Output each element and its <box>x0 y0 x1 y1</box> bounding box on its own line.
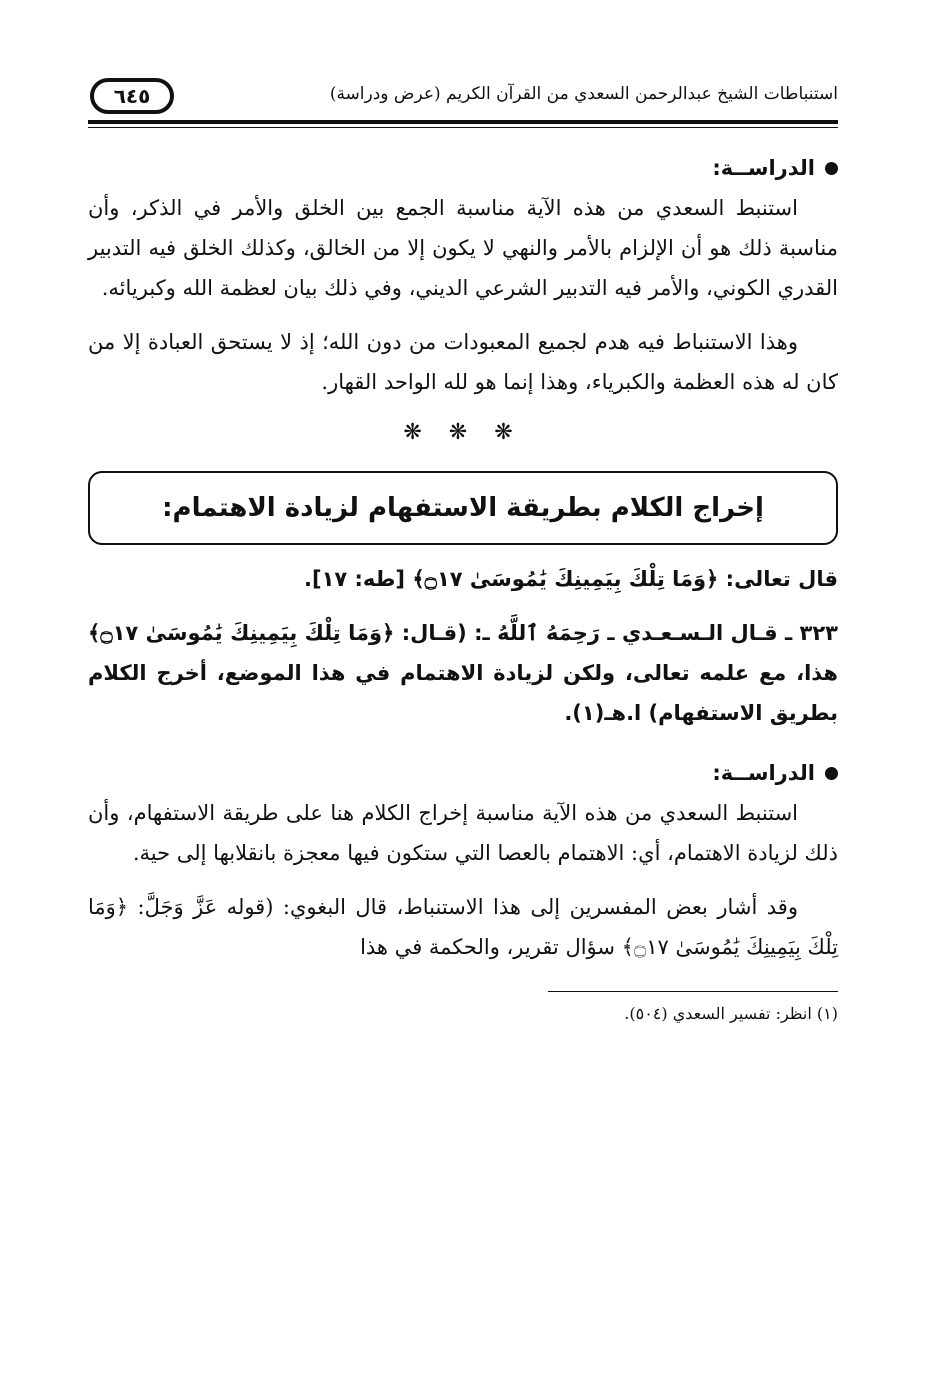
header-rule-thick <box>88 120 838 124</box>
saadi-quote: ٣٢٣ ـ قـال الـسـعـدي ـ رَحِمَهُ ٱللَّهُ ـ: (قـال: ﴿وَمَا تِلْكَ بِيَمِينِكَ يَٰمُوسَىٰ ۝١٧﴾ هذا، مع علمه تعالى، ولكن لزيادة الاهتمام في هذا الموضع، أخرج الكلام بطريق الاستفهام) ا.هـ(١). <box>88 621 838 725</box>
section2-paragraph-2: وقد أشار بعض المفسرين إلى هذا الاستنباط، قال البغوي: (قوله عَزَّ وَجَلَّ: ﴿وَمَا تِلْكَ بِيَمِينِكَ يَٰمُوسَىٰ ۝١٧﴾ سؤال تقرير، والحكمة في هذا <box>88 895 838 959</box>
section1-heading-text: الدراســة: <box>712 156 815 180</box>
section1-heading <box>88 156 838 180</box>
header-title: استنباطات الشيخ عبدالرحمن السعدي من القرآن الكريم (عرض ودراسة) <box>329 84 838 104</box>
section2-heading-text: الدراســة: <box>712 761 815 785</box>
bullet-icon <box>825 767 838 780</box>
page <box>88 70 838 1023</box>
topic-title-box <box>88 471 838 545</box>
topic-title: إخراج الكلام بطريقة الاستفهام لزيادة الاهتمام: <box>162 493 764 523</box>
verse-line: قال تعالى: ﴿وَمَا تِلْكَ بِيَمِينِكَ يَٰمُوسَىٰ ۝١٧﴾ [طه: ١٧]. <box>303 567 838 591</box>
footnote-rule <box>548 991 838 992</box>
page-number-badge: ٦٤٥ <box>90 78 174 114</box>
section2-heading <box>88 761 838 785</box>
section2-paragraph-1: استنبط السعدي من هذه الآية مناسبة إخراج الكلام هنا على طريقة الاستفهام، وأن ذلك لزيادة الاهتمام، أي: الاهتمام بالعصا التي ستكون فيها معجزة بانقلابها إلى حية. <box>88 801 838 865</box>
running-header <box>88 70 838 118</box>
section-separator: ❋ ❋ ❋ <box>403 420 523 445</box>
header-rule-thin <box>88 127 838 128</box>
section1-paragraph-2: وهذا الاستنباط فيه هدم لجميع المعبودات من دون الله؛ إذ لا يستحق العبادة إلا من كان له هذه العظمة والكبرياء، وهذا إنما هو لله الواحد القهار. <box>88 330 838 394</box>
bullet-icon <box>825 162 838 175</box>
section1-paragraph-1: استنبط السعدي من هذه الآية مناسبة الجمع بين الخلق والأمر في الذكر، وأن مناسبة ذلك هو أن الإلزام بالأمر والنهي لا يكون إلا من الخالق، وكذلك الخلق فيه التدبير القدري الكوني، والأمر فيه التدبير الشرعي الديني، وفي ذلك بيان لعظمة الله وكبريائه. <box>88 196 838 300</box>
footnote: (١) انظر: تفسير السعدي (٥٠٤). <box>624 1004 838 1023</box>
